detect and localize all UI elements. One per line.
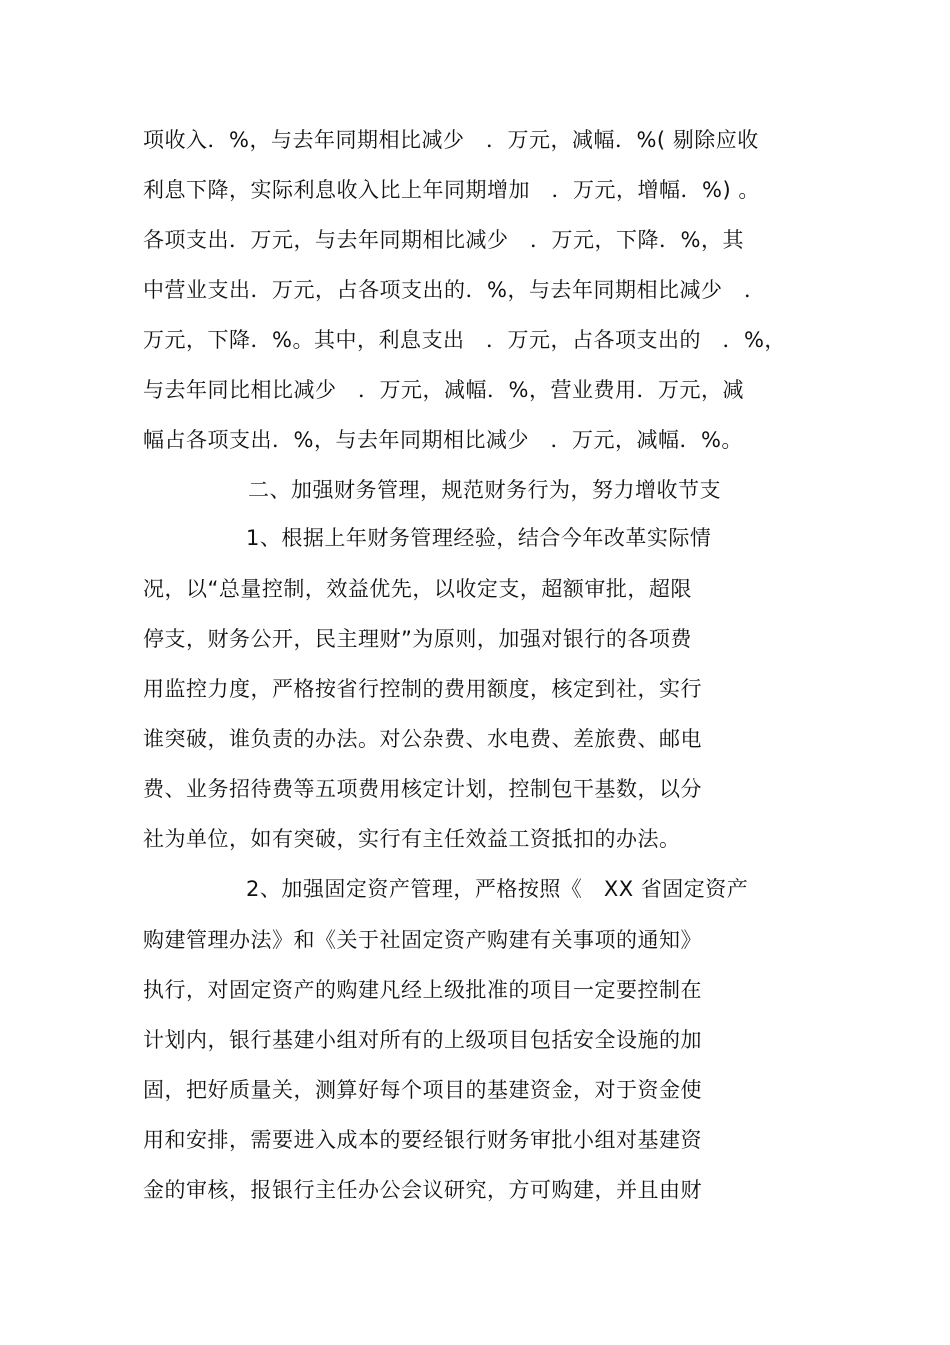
paragraph-line: 2、加强固定资产管理，严格按照《 XX 省固定资产 <box>246 877 749 901</box>
paragraph-line: 中营业支出．万元，占各项支出的．%，与去年同期相比减少 ． <box>143 278 766 302</box>
paragraph-line: 万元，下降．%。其中，利息支出 ．万元，占各项支出的 ．%， <box>143 328 786 352</box>
paragraph-line: 与去年同比相比减少 ．万元，减幅．%，营业费用．万元，减 <box>143 378 744 402</box>
paragraph-line: 况，以“总量控制，效益优先，以收定支，超额审批，超限 <box>143 577 692 601</box>
paragraph-line: 幅占各项支出．%，与去年同期相比减少 ．万元，减幅．%。 <box>143 428 743 452</box>
paragraph-line: 谁突破，谁负责的办法。对公杂费、水电费、差旅费、邮电 <box>143 727 702 751</box>
paragraph-line: 停支，财务公开，民主理财”为原则，加强对银行的各项费 <box>143 627 692 651</box>
paragraph-line: 社为单位，如有突破，实行有主任效益工资抵扣的办法。 <box>143 827 681 851</box>
paragraph-line: 购建管理办法》和《关于社固定资产购建有关事项的通知》 <box>143 928 702 952</box>
paragraph-line: 固，把好质量关，测算好每个项目的基建资金，对于资金使 <box>143 1078 702 1102</box>
section-heading: 二、加强财务管理，规范财务行为，努力增收节支 <box>248 478 721 502</box>
paragraph-line: 执行，对固定资产的购建凡经上级批准的项目一定要控制在 <box>143 978 702 1002</box>
paragraph-line: 1、根据上年财务管理经验，结合今年改革实际情 <box>246 526 712 550</box>
paragraph-line: 计划内，银行基建小组对所有的上级项目包括安全设施的加 <box>143 1028 702 1052</box>
paragraph-line: 用监控力度，严格按省行控制的费用额度，核定到社，实行 <box>143 677 702 701</box>
paragraph-line: 项收入．%，与去年同期相比减少 ．万元，减幅．%( 剔除应收 <box>143 128 759 152</box>
paragraph-line: 各项支出．万元，与去年同期相比减少 ．万元，下降．%，其 <box>143 228 744 252</box>
paragraph-line: 金的审核，报银行主任办公会议研究，方可购建，并且由财 <box>143 1178 702 1202</box>
paragraph-line: 用和安排，需要进入成本的要经银行财务审批小组对基建资 <box>143 1128 702 1152</box>
paragraph-line: 利息下降，实际利息收入比上年同期增加 ．万元，增幅．%) 。 <box>143 178 760 202</box>
paragraph-line: 费、业务招待费等五项费用核定计划，控制包干基数，以分 <box>143 777 702 801</box>
